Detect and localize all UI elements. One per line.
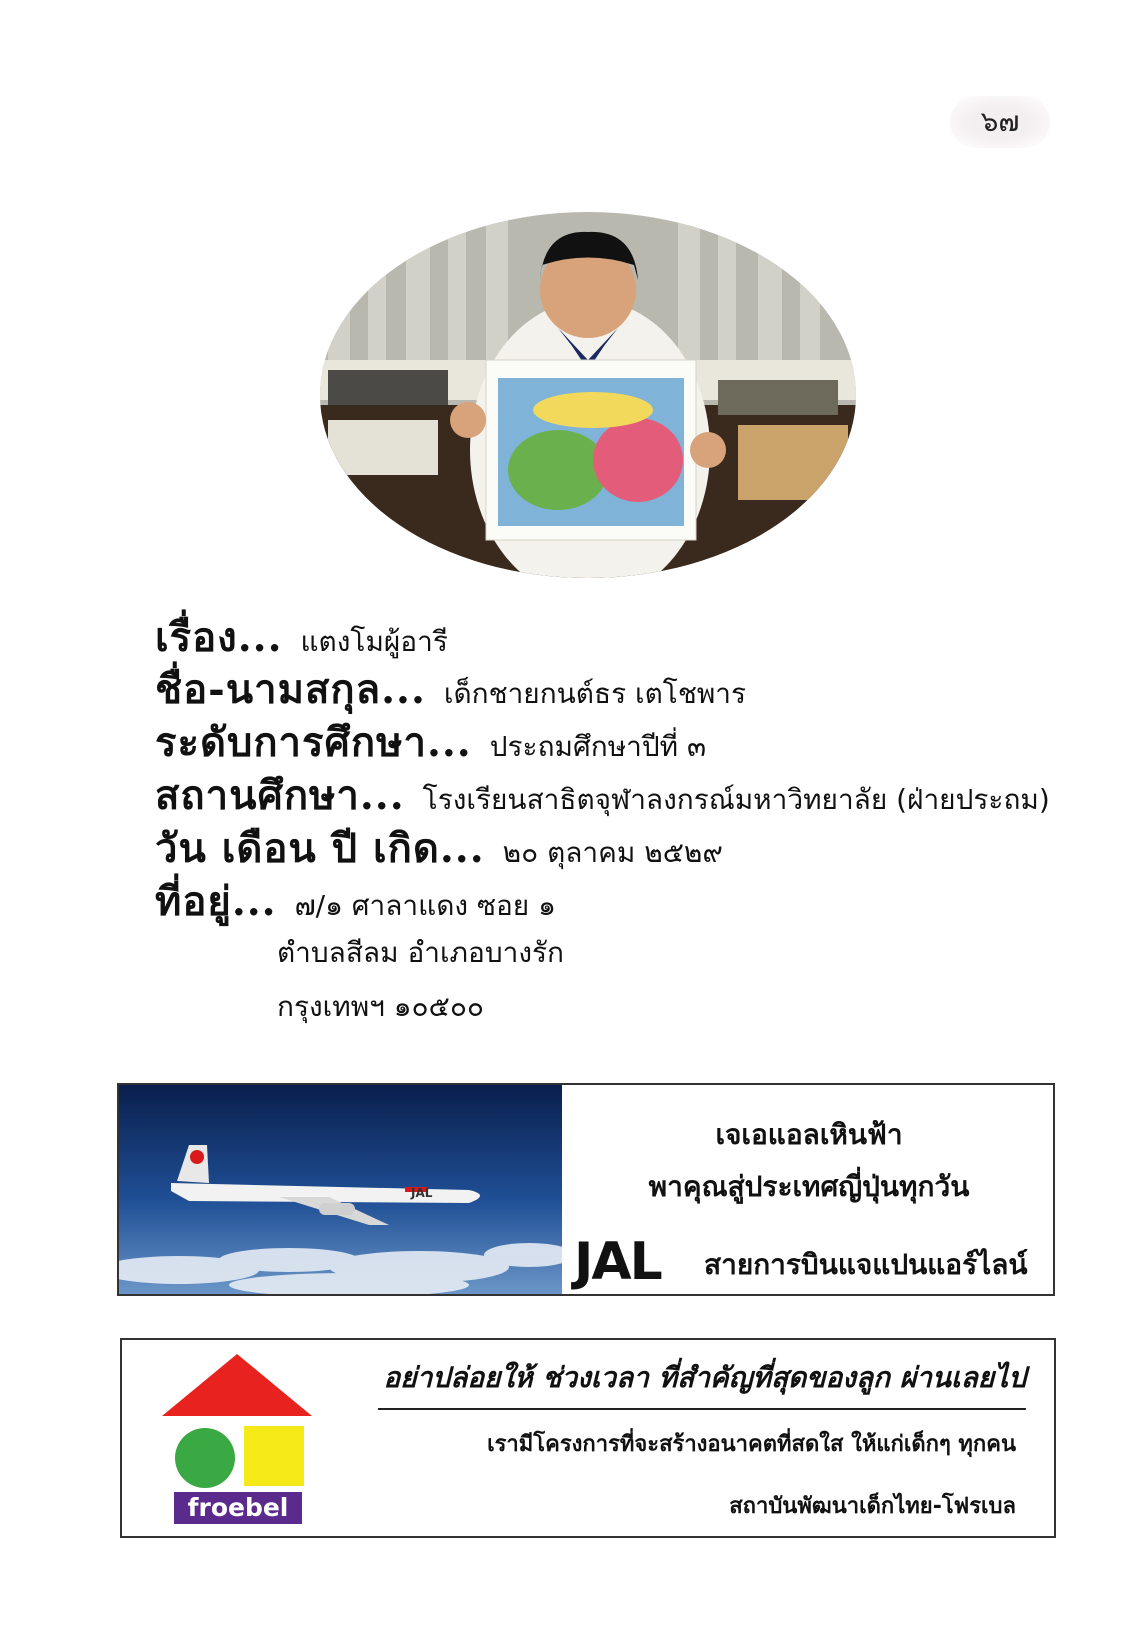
address-line-3: กรุงเทพฯ ๑๐๕๐๐ (277, 990, 485, 1023)
jal-advertisement (117, 1083, 1055, 1296)
name-value: เด็กชายกนต์ธร เตโชพาร (443, 677, 747, 710)
jal-line-1: เจเอแอลเหินฟ้า (715, 1118, 903, 1151)
jal-line-2: พาคุณสู่ประเทศญี่ปุ่นทุกวัน (648, 1170, 970, 1203)
name-label: ชื่อ-นามสกุล... (155, 666, 426, 713)
jal-logo-text: JAL (574, 1232, 661, 1292)
address-row (155, 869, 556, 933)
address-label: ที่อยู่... (155, 878, 277, 925)
birth-value: ๒๐ ตุลาคม ๒๕๒๙ (502, 836, 723, 869)
level-value: ประถมศึกษาปีที่ ๓ (489, 730, 707, 763)
froebel-slogan: อย่าปล่อยให้ ช่วงเวลา ที่สำคัญที่สุดของลูก ผ่านเลยไป (378, 1356, 1026, 1410)
jal-airplane-image (119, 1085, 562, 1294)
address-line-1: ๗/๑ ศาลาแดง ซอย ๑ (294, 889, 556, 922)
plane-livery-text: JAL (411, 1186, 433, 1200)
address-line-2: ตำบลสีลม อำเภอบางรัก (277, 936, 564, 969)
page-number: ๖๗ (950, 96, 1050, 148)
school-label: สถานศึกษา... (155, 772, 405, 819)
jal-airline-name: สายการบินแจแปนแอร์ไลน์ (704, 1248, 1028, 1281)
froebel-advertisement (120, 1338, 1056, 1538)
story-label: เรื่อง... (155, 614, 283, 661)
froebel-subline: เรามีโครงการที่จะสร้างอนาคตที่สดใส ให้แก่เด็กๆ ทุกคน (487, 1432, 1016, 1457)
level-label: ระดับการศึกษา... (155, 719, 472, 766)
froebel-brand-label: froebel (174, 1492, 302, 1524)
student-photo (318, 210, 858, 580)
school-value: โรงเรียนสาธิตจุฬาลงกรณ์มหาวิทยาลัย (ฝ่ายประถม) (422, 783, 1050, 816)
jal-logo (574, 1232, 661, 1292)
froebel-organization: สถาบันพัฒนาเด็กไทย-โฟรเบล (729, 1494, 1016, 1519)
story-value: แตงโมผู้อารี (300, 625, 448, 658)
birth-label: วัน เดือน ปี เกิด... (155, 825, 485, 872)
